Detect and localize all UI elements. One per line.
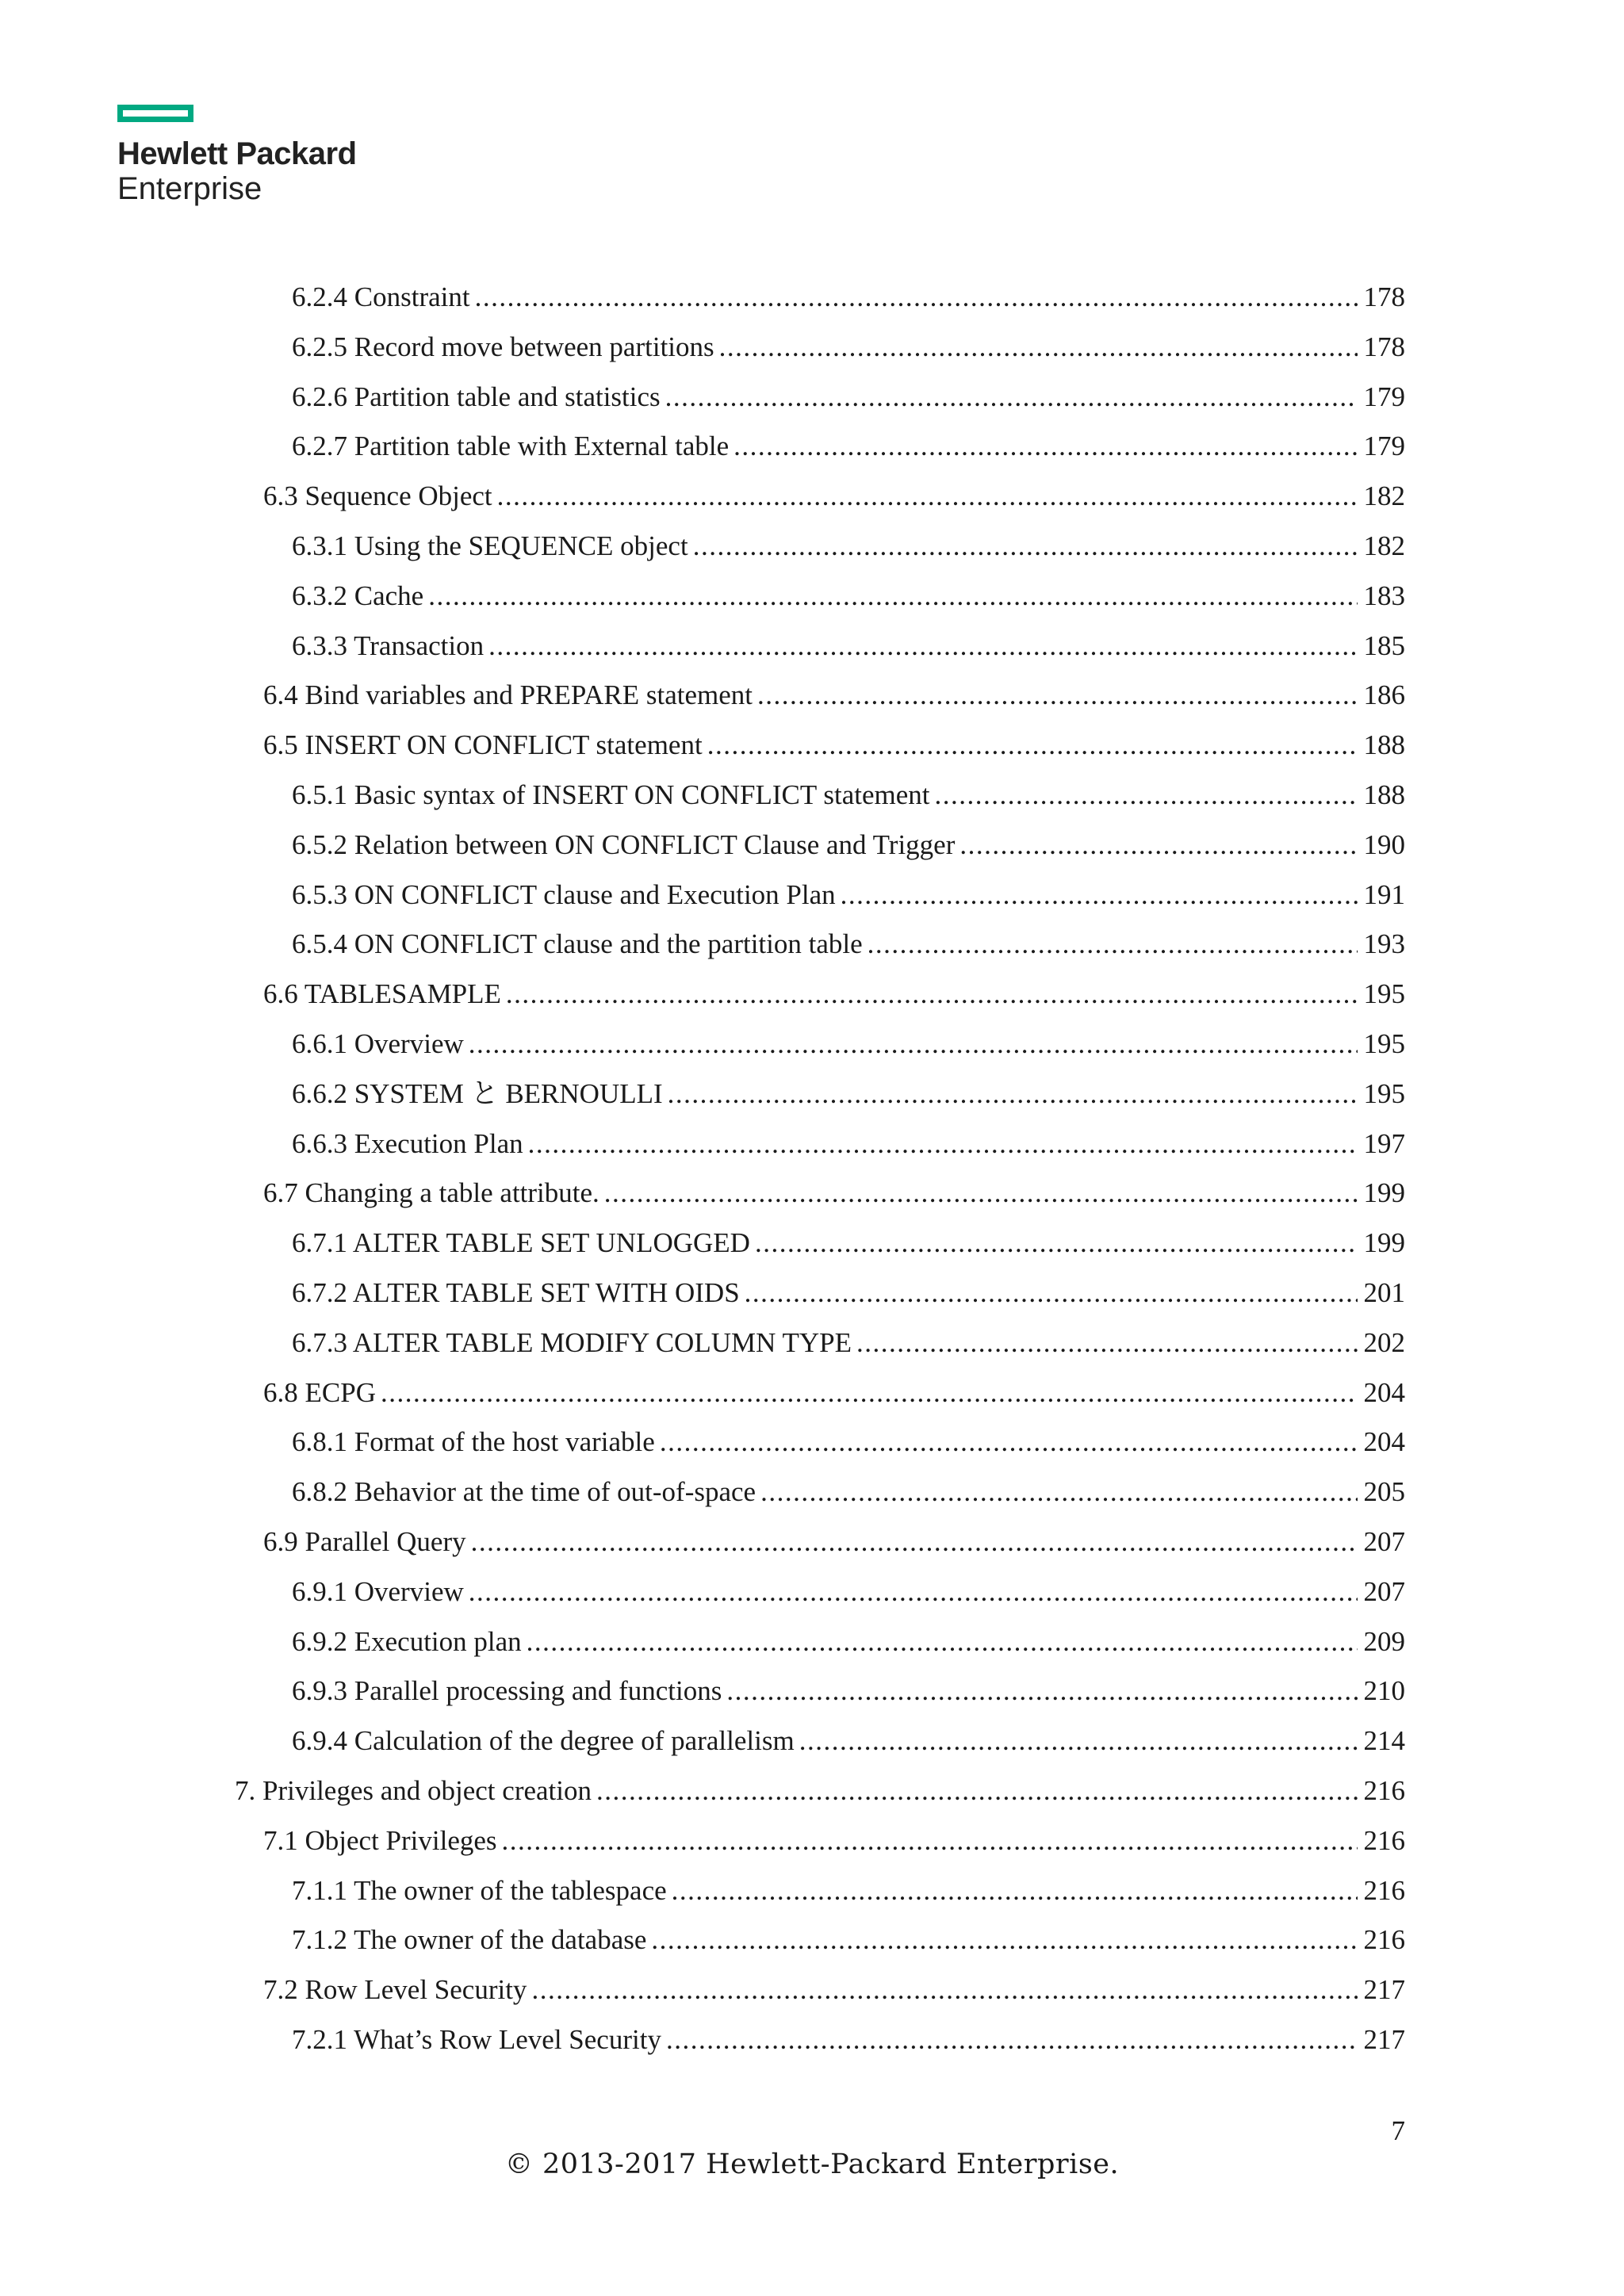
- toc-entry[interactable]: [292, 1572, 1405, 1612]
- toc-entry-page: 195: [1363, 978, 1405, 1010]
- logo-text-line1: Hewlett Packard: [117, 136, 357, 171]
- toc-entry-page: 191: [1363, 878, 1405, 910]
- toc-entry-title: 6.9.1 Overview: [292, 1575, 464, 1607]
- toc-entry[interactable]: [292, 1024, 1405, 1064]
- toc-entry-page: 214: [1363, 1725, 1405, 1757]
- toc-dot-leader: [596, 1771, 1358, 1811]
- toc-entry-title: 6.5.2 Relation between ON CONFLICT Clause and Trigger: [292, 828, 956, 860]
- toc-dot-leader: [665, 377, 1358, 417]
- toc-entry-page: 216: [1363, 1924, 1405, 1956]
- toc-entry-title: 6.9 Parallel Query: [263, 1526, 466, 1557]
- toc-entry[interactable]: [263, 1173, 1405, 1213]
- toc-entry-title: 6.5.3 ON CONFLICT clause and Execution Plan: [292, 878, 836, 910]
- toc-entry-title: 6.8.1 Format of the host variable: [292, 1426, 655, 1458]
- toc-entry-title: 6.7.3 ALTER TABLE MODIFY COLUMN TYPE: [292, 1326, 852, 1358]
- toc-entry[interactable]: [263, 1821, 1405, 1861]
- toc-dot-leader: [488, 626, 1357, 666]
- toc-entry-title: 7.1.2 The owner of the database: [292, 1924, 647, 1956]
- toc-entry[interactable]: [235, 1771, 1405, 1811]
- toc-dot-leader: [651, 1920, 1357, 1960]
- toc-entry[interactable]: [292, 327, 1405, 367]
- toc-entry-title: 7.2 Row Level Security: [263, 1974, 527, 2006]
- toc-entry-page: 216: [1363, 1874, 1405, 1906]
- toc-entry-title: 6.7 Changing a table attribute.: [263, 1177, 599, 1209]
- toc-entry-title: 6.6.1 Overview: [292, 1028, 464, 1059]
- toc-entry-title: 6.2.5 Record move between partitions: [292, 331, 714, 362]
- toc-entry-page: 201: [1363, 1277, 1405, 1308]
- toc-entry-page: 179: [1363, 430, 1405, 462]
- toc-entry-page: 209: [1363, 1625, 1405, 1657]
- toc-dot-leader: [707, 725, 1358, 765]
- toc-entry-title: 6.2.4 Constraint: [292, 281, 470, 312]
- toc-entry-title: 6.9.4 Calculation of the degree of parallelism: [292, 1725, 795, 1757]
- toc-entry-page: 195: [1363, 1028, 1405, 1059]
- toc-entry-page: 190: [1363, 828, 1405, 860]
- toc-entry[interactable]: [263, 974, 1405, 1014]
- toc-dot-leader: [868, 924, 1358, 964]
- toc-dot-leader: [668, 1074, 1358, 1114]
- toc-entry-page: 204: [1363, 1426, 1405, 1458]
- toc-entry[interactable]: [292, 1323, 1405, 1363]
- toc-dot-leader: [757, 675, 1358, 715]
- toc-dot-leader: [471, 1522, 1358, 1562]
- toc-dot-leader: [666, 2020, 1358, 2060]
- toc-entry-title: 6.5.1 Basic syntax of INSERT ON CONFLICT statement: [292, 779, 930, 810]
- toc-dot-leader: [755, 1223, 1358, 1263]
- toc-entry[interactable]: [292, 1622, 1405, 1662]
- toc-entry-title: 6.9.3 Parallel processing and functions: [292, 1675, 722, 1707]
- toc-dot-leader: [660, 1422, 1358, 1462]
- toc-entry-page: 182: [1363, 480, 1405, 512]
- toc-dot-leader: [726, 1671, 1357, 1711]
- toc-entry[interactable]: [263, 1373, 1405, 1413]
- toc-entry-title: 6.5.4 ON CONFLICT clause and the partition table: [292, 928, 863, 960]
- toc-entry-title: 6.3.2 Cache: [292, 580, 424, 611]
- toc-dot-leader: [745, 1273, 1358, 1313]
- toc-entry-title: 6.8 ECPG: [263, 1376, 376, 1408]
- toc-entry[interactable]: [263, 1522, 1405, 1562]
- logo-bar-icon: [117, 105, 193, 122]
- toc-entry-title: 6.9.2 Execution plan: [292, 1625, 522, 1657]
- toc-entry-page: 202: [1363, 1326, 1405, 1358]
- toc-entry-page: 207: [1363, 1526, 1405, 1557]
- toc-entry[interactable]: [292, 775, 1405, 815]
- page-number: 7: [1391, 2115, 1405, 2146]
- toc-dot-leader: [672, 1871, 1358, 1911]
- toc-entry-page: 217: [1363, 2024, 1405, 2055]
- toc-dot-leader: [527, 1622, 1358, 1662]
- toc-entry[interactable]: [263, 725, 1405, 765]
- toc-entry[interactable]: [292, 1671, 1405, 1711]
- toc-entry-page: 188: [1363, 729, 1405, 761]
- copyright-notice: © 2013-2017 Hewlett-Packard Enterprise.: [504, 2149, 1120, 2180]
- toc-entry[interactable]: [292, 377, 1405, 417]
- toc-entry-title: 7.2.1 What’s Row Level Security: [292, 2024, 661, 2055]
- toc-entry-title: 7. Privileges and object creation: [235, 1775, 592, 1806]
- toc-entry[interactable]: [292, 2020, 1405, 2060]
- toc-entry-page: 182: [1363, 530, 1405, 561]
- toc-entry-title: 6.2.6 Partition table and statistics: [292, 381, 661, 412]
- toc-entry[interactable]: [292, 526, 1405, 566]
- toc-entry-title: 6.7.1 ALTER TABLE SET UNLOGGED: [292, 1227, 750, 1259]
- toc-entry-page: 183: [1363, 580, 1405, 611]
- toc-dot-leader: [733, 427, 1357, 466]
- toc-entry[interactable]: [292, 1223, 1405, 1263]
- toc-entry-page: 210: [1363, 1675, 1405, 1707]
- toc-entry-title: 6.5 INSERT ON CONFLICT statement: [263, 729, 703, 761]
- toc-entry-page: 216: [1363, 1824, 1405, 1856]
- toc-entry-page: 178: [1363, 331, 1405, 362]
- toc-entry-page: 205: [1363, 1476, 1405, 1508]
- toc-entry-title: 6.6.3 Execution Plan: [292, 1127, 523, 1159]
- toc-entry-page: 207: [1363, 1575, 1405, 1607]
- toc-entry-title: 6.8.2 Behavior at the time of out-of-space: [292, 1476, 756, 1508]
- toc-entry[interactable]: [292, 1074, 1405, 1114]
- toc-entry-title: 7.1.1 The owner of the tablespace: [292, 1874, 667, 1906]
- toc-dot-leader: [475, 277, 1358, 317]
- toc-dot-leader: [693, 526, 1358, 566]
- toc-entry[interactable]: [292, 1920, 1405, 1960]
- toc-entry[interactable]: [292, 825, 1405, 865]
- toc-dot-leader: [604, 1173, 1358, 1213]
- toc-entry-page: 199: [1363, 1177, 1405, 1209]
- toc-entry[interactable]: [263, 476, 1405, 516]
- toc-entry-page: 204: [1363, 1376, 1405, 1408]
- toc-entry-page: 193: [1363, 928, 1405, 960]
- toc-entry-title: 6.7.2 ALTER TABLE SET WITH OIDS: [292, 1277, 740, 1308]
- toc-entry-page: 199: [1363, 1227, 1405, 1259]
- toc-entry[interactable]: [292, 1422, 1405, 1462]
- toc-dot-leader: [381, 1373, 1358, 1413]
- toc-entry[interactable]: [292, 576, 1405, 616]
- logo-text-line2: Enterprise: [117, 171, 262, 206]
- toc-entry[interactable]: [292, 924, 1405, 964]
- toc-dot-leader: [934, 775, 1357, 815]
- toc-entry-page: 186: [1363, 679, 1405, 711]
- toc-entry-page: 179: [1363, 381, 1405, 412]
- toc-dot-leader: [959, 825, 1357, 865]
- toc-entry[interactable]: [292, 875, 1405, 915]
- toc-entry-title: 6.6.2 SYSTEM と BERNOULLI: [292, 1077, 663, 1109]
- toc-entry[interactable]: [292, 1273, 1405, 1313]
- toc-entry-page: 188: [1363, 779, 1405, 810]
- toc-entry-title: 6.3.1 Using the SEQUENCE object: [292, 530, 688, 561]
- toc-entry-title: 6.4 Bind variables and PREPARE statement: [263, 679, 753, 711]
- toc-dot-leader: [528, 1124, 1358, 1164]
- toc-dot-leader: [760, 1472, 1357, 1512]
- toc-entry[interactable]: [263, 1970, 1405, 2010]
- toc-entry[interactable]: [292, 1472, 1405, 1512]
- toc-entry-page: 216: [1363, 1775, 1405, 1806]
- toc-entry-page: 217: [1363, 1974, 1405, 2006]
- toc-entry[interactable]: [292, 626, 1405, 666]
- toc-dot-leader: [841, 875, 1358, 915]
- toc-entry-title: 6.3 Sequence Object: [263, 480, 492, 512]
- toc-entry[interactable]: [292, 427, 1405, 466]
- toc-entry-title: 7.1 Object Privileges: [263, 1824, 497, 1856]
- toc-dot-leader: [497, 476, 1358, 516]
- toc-dot-leader: [502, 1821, 1358, 1861]
- toc-entry-page: 197: [1363, 1127, 1405, 1159]
- toc-dot-leader: [799, 1721, 1358, 1761]
- toc-entry-page: 195: [1363, 1077, 1405, 1109]
- toc-entry[interactable]: [292, 1871, 1405, 1911]
- toc-dot-leader: [856, 1323, 1358, 1363]
- toc-dot-leader: [428, 576, 1357, 616]
- toc-entry-title: 6.2.7 Partition table with External table: [292, 430, 730, 462]
- toc-dot-leader: [469, 1572, 1358, 1612]
- toc-entry-page: 178: [1363, 281, 1405, 312]
- toc-entry[interactable]: [292, 1721, 1405, 1761]
- toc-entry-title: 6.6 TABLESAMPLE: [263, 978, 501, 1010]
- toc-entry-page: 185: [1363, 629, 1405, 661]
- toc-dot-leader: [506, 974, 1358, 1014]
- toc-entry-title: 6.3.3 Transaction: [292, 629, 485, 661]
- toc-entry[interactable]: [292, 1124, 1405, 1164]
- toc-dot-leader: [469, 1024, 1358, 1064]
- toc-entry[interactable]: [292, 277, 1405, 317]
- company-logo: [117, 105, 387, 206]
- toc-dot-leader: [719, 327, 1358, 367]
- toc-entry[interactable]: [263, 675, 1405, 715]
- toc-dot-leader: [531, 1970, 1357, 2010]
